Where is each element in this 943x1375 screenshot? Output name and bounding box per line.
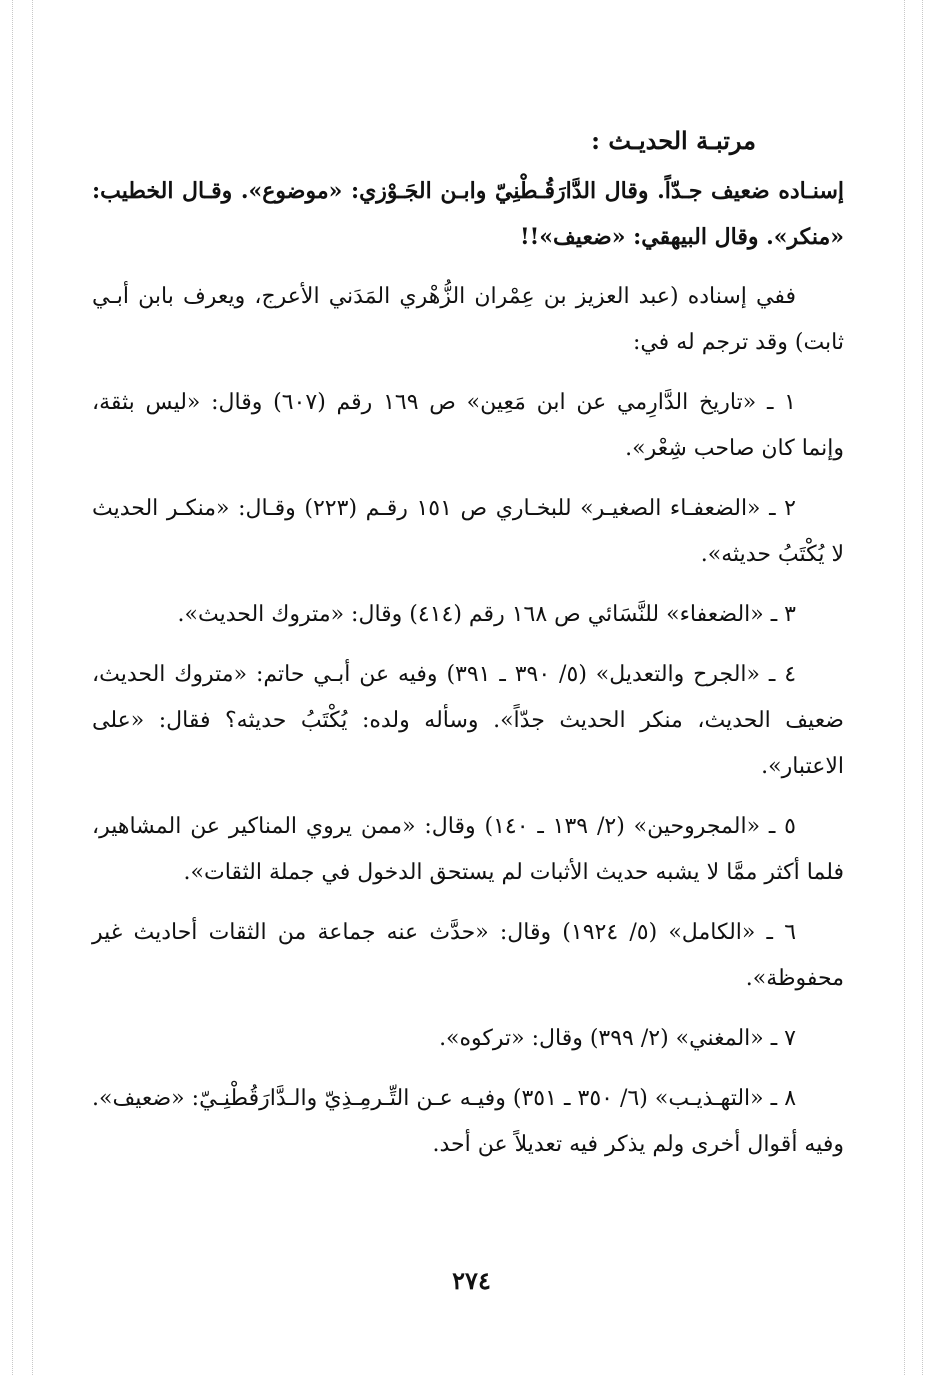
scan-guide-line	[904, 0, 905, 1375]
scan-guide-line	[32, 0, 33, 1375]
reference-item-5: ٥ ـ «المجروحين» (٢/ ١٣٩ ـ ١٤٠) وقال: «ممن يروي المناكير عن المشاهير، فلما أكثر ممَّا لا يشبه حديث الأثبات لم يستحق الدخول في جملة الثقات».	[92, 814, 844, 885]
page-number: ٢٧٤	[452, 1266, 491, 1295]
reference-item-6: ٦ ـ «الكامل» (٥/ ١٩٢٤) وقال: «حدَّث عنه جماعة من الثقات أحاديث غير محفوظة».	[92, 920, 844, 991]
reference-item-3: ٣ ـ «الضعفاء» للنَّسَائي ص ١٦٨ رقم (٤١٤) وقال: «متروك الحديث».	[177, 602, 796, 627]
page-body	[92, 118, 844, 1182]
reference-item-4: ٤ ـ «الجرح والتعديل» (٥/ ٣٩٠ ـ ٣٩١) وفيه عن أبـي حاتم: «متروك الحديث، ضعيف الحديث، منكر الحديث جدّاً». وسأله ولده: يُكْتَبُ حديثه؟ فقال: «على الاعتبار».	[92, 662, 844, 779]
scan-guide-line	[12, 0, 13, 1375]
scan-guide-line	[922, 0, 923, 1375]
reference-item-1: ١ ـ «تاريخ الدَّارِمي عن ابن مَعِين» ص ١٦٩ رقم (٦٠٧) وقال: «ليس بثقة، وإنما كان صاحب شِعْر».	[92, 390, 844, 461]
grade-paragraph: إسنـاده ضعيف جـدّاً. وقال الدَّارَقُـطْنِيّ وابـن الجَـوْزي: «موضوع». وقـال الخطيب: «منكر». وقال البيهقي: «ضعيف»!!	[92, 178, 844, 250]
isnad-paragraph: ففي إسناده (عبد العزيز بن عِمْران الزُّهْري المَدَني الأعرج، ويعرف بابن أبـي ثابت) وقد ترجم له في:	[92, 284, 844, 355]
reference-item-8: ٨ ـ «التهـذيـب» (٦/ ٣٥٠ ـ ٣٥١) وفيـه عـن التِّـرمِـذِيّ والـدَّارَقُطْنِـيّ: «ضعيف». وفيه أقوال أخرى ولم يذكر فيه تعديلاً عن أحد.	[92, 1086, 844, 1157]
reference-item-7: ٧ ـ «المغني» (٢/ ٣٩٩) وقال: «تركوه».	[439, 1026, 796, 1051]
reference-item-2: ٢ ـ «الضعفـاء الصغيـر» للبخـاري ص ١٥١ رقـم (٢٢٣) وقـال: «منكـر الحديث لا يُكْتَبُ حديثه».	[92, 496, 844, 567]
section-heading: مرتبـة الحديـث :	[591, 126, 756, 155]
